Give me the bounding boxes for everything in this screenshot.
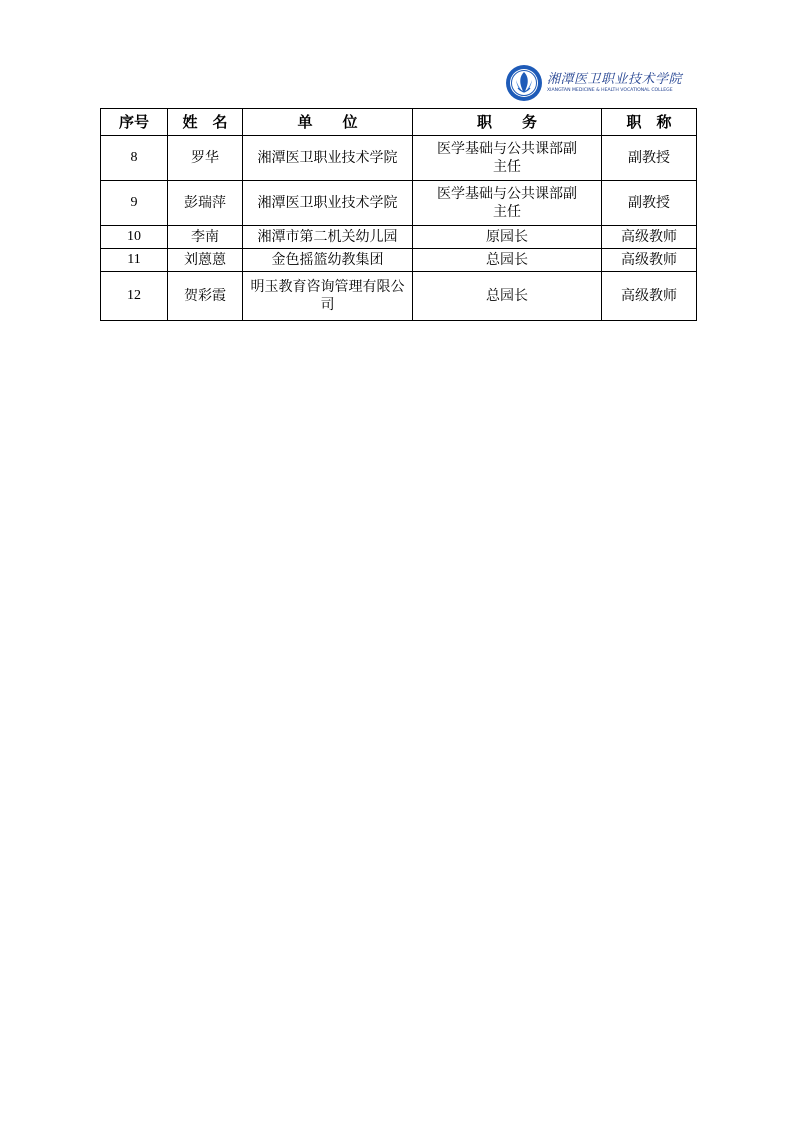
logo-english-name: XIANGTAN MEDICINE & HEALTH VOCATIONAL COLLEGE: [547, 87, 673, 93]
cell-duty: 医学基础与公共课部副主任: [413, 181, 602, 226]
header-duty: 职 务: [413, 109, 602, 136]
table-row: [101, 136, 697, 181]
cell-name: 贺彩霞: [168, 272, 243, 321]
logo-chinese-name: 湘潭医卫职业技术学院: [547, 71, 683, 87]
cell-no: 8: [101, 136, 168, 181]
cell-name: 刘蒽蒽: [168, 249, 243, 272]
cell-unit: 湘潭医卫职业技术学院: [243, 136, 413, 181]
header-name: 姓 名: [168, 109, 243, 136]
cell-duty: 总园长: [413, 249, 602, 272]
cell-unit: 明玉教育咨询管理有限公司: [243, 272, 413, 321]
cell-title: 副教授: [602, 136, 697, 181]
cell-name: 李南: [168, 226, 243, 249]
staff-table: [100, 108, 697, 321]
table-row: [101, 272, 697, 321]
cell-no: 10: [101, 226, 168, 249]
table-row: [101, 226, 697, 249]
cell-no: 9: [101, 181, 168, 226]
table-row: [101, 249, 697, 272]
cell-name: 罗华: [168, 136, 243, 181]
cell-unit: 金色摇篮幼教集团: [243, 249, 413, 272]
cell-title: 高级教师: [602, 272, 697, 321]
header-unit: 单 位: [243, 109, 413, 136]
cell-title: 高级教师: [602, 226, 697, 249]
cell-name: 彭瑞萍: [168, 181, 243, 226]
cell-title: 副教授: [602, 181, 697, 226]
cell-title: 高级教师: [602, 249, 697, 272]
header-title: 职 称: [602, 109, 697, 136]
college-seal-icon: [505, 64, 543, 102]
cell-duty: 总园长: [413, 272, 602, 321]
header-no: 序号: [101, 109, 168, 136]
cell-no: 11: [101, 249, 168, 272]
cell-unit: 湘潭市第二机关幼儿园: [243, 226, 413, 249]
cell-no: 12: [101, 272, 168, 321]
cell-unit: 湘潭医卫职业技术学院: [243, 181, 413, 226]
table-header-row: [101, 109, 697, 136]
table-row: [101, 181, 697, 226]
cell-duty: 原园长: [413, 226, 602, 249]
cell-duty: 医学基础与公共课部副主任: [413, 136, 602, 181]
college-logo: [505, 62, 695, 104]
